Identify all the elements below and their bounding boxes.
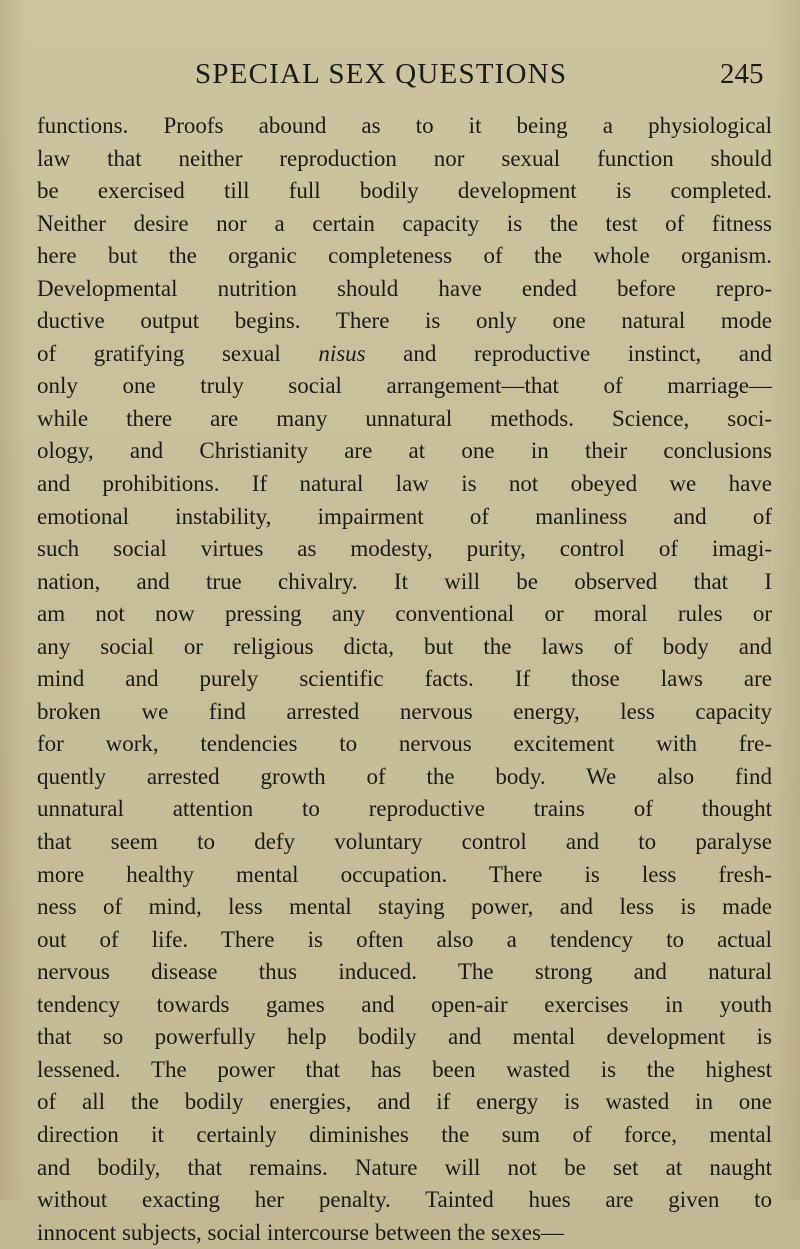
text-line: unnatural attention to reproductive trains of thought bbox=[37, 796, 772, 822]
text-line: nervous disease thus induced. The strong and natural bbox=[37, 959, 772, 985]
text-line: of all the bodily energies, and if energy is wasted in one bbox=[37, 1089, 772, 1115]
text-line: here but the organic completeness of the whole organism. bbox=[37, 243, 772, 269]
text-line: and bodily, that remains. Nature will not be set at naught bbox=[37, 1154, 772, 1180]
text-line: functions. Proofs abound as to it being a physiological bbox=[37, 113, 772, 138]
body-text bbox=[37, 110, 772, 1249]
text-line: tendency towards games and open-air exercises in youth bbox=[37, 991, 772, 1017]
text-line: lessened. The power that has been wasted is the highest bbox=[37, 1056, 772, 1082]
text-line-with-italic bbox=[37, 338, 772, 371]
text-line: ology, and Christianity are at one in their conclusions bbox=[37, 438, 772, 464]
page-number: 245 bbox=[720, 58, 764, 90]
text-line: ductive output begins. There is only one natural mode bbox=[37, 308, 772, 334]
text-line: such social virtues as modesty, purity, control of imagi- bbox=[37, 536, 772, 562]
text-line: ness of mind, less mental staying power, and less is made bbox=[37, 894, 772, 920]
text-line: any social or religious dicta, but the laws of body and bbox=[37, 633, 772, 659]
text-line: for work, tendencies to nervous excitement with fre- bbox=[37, 731, 772, 757]
text-line: Developmental nutrition should have ended before repro- bbox=[37, 275, 772, 301]
text-line: Neither desire nor a certain capacity is the test of fitness bbox=[37, 210, 772, 236]
text-line: law that neither reproduction nor sexual function should bbox=[37, 145, 772, 171]
text-line: that so powerfully help bodily and mental development is bbox=[37, 1024, 772, 1050]
text-line: emotional instability, impairment of manliness and of bbox=[37, 503, 772, 529]
text-line: mind and purely scientific facts. If those laws are bbox=[37, 666, 772, 692]
text-line: quently arrested growth of the body. We also find bbox=[37, 763, 772, 789]
text-line: nation, and true chivalry. It will be observed that I bbox=[37, 568, 772, 594]
text-line: direction it certainly diminishes the sum of force, mental bbox=[37, 1121, 772, 1147]
text-segment: and reproductive instinct, and bbox=[365, 340, 772, 366]
text-line: and prohibitions. If natural law is not obeyed we have bbox=[37, 471, 772, 497]
text-line: more healthy mental occupation. There is less fresh- bbox=[37, 861, 772, 887]
text-line: am not now pressing any conventional or moral rules or bbox=[37, 601, 772, 627]
text-line: out of life. There is often also a tendency to actual bbox=[37, 926, 772, 952]
text-line: that seem to defy voluntary control and to paralyse bbox=[37, 829, 772, 855]
text-segment: of gratifying sexual bbox=[37, 340, 319, 366]
text-line: only one truly social arrangement—that of marriage— bbox=[37, 373, 772, 399]
text-line: without exacting her penalty. Tainted hues are given to bbox=[37, 1187, 772, 1213]
text-line: innocent subjects, social intercourse between the sexes— bbox=[37, 1219, 564, 1245]
page-header bbox=[0, 52, 800, 96]
text-line: be exercised till full bodily development is completed. bbox=[37, 178, 772, 204]
italic-term: nisus bbox=[318, 340, 366, 366]
text-line: while there are many unnatural methods. Science, soci- bbox=[37, 405, 772, 431]
text-line: broken we find arrested nervous energy, less capacity bbox=[37, 698, 772, 724]
running-title: SPECIAL SEX QUESTIONS bbox=[195, 58, 568, 90]
